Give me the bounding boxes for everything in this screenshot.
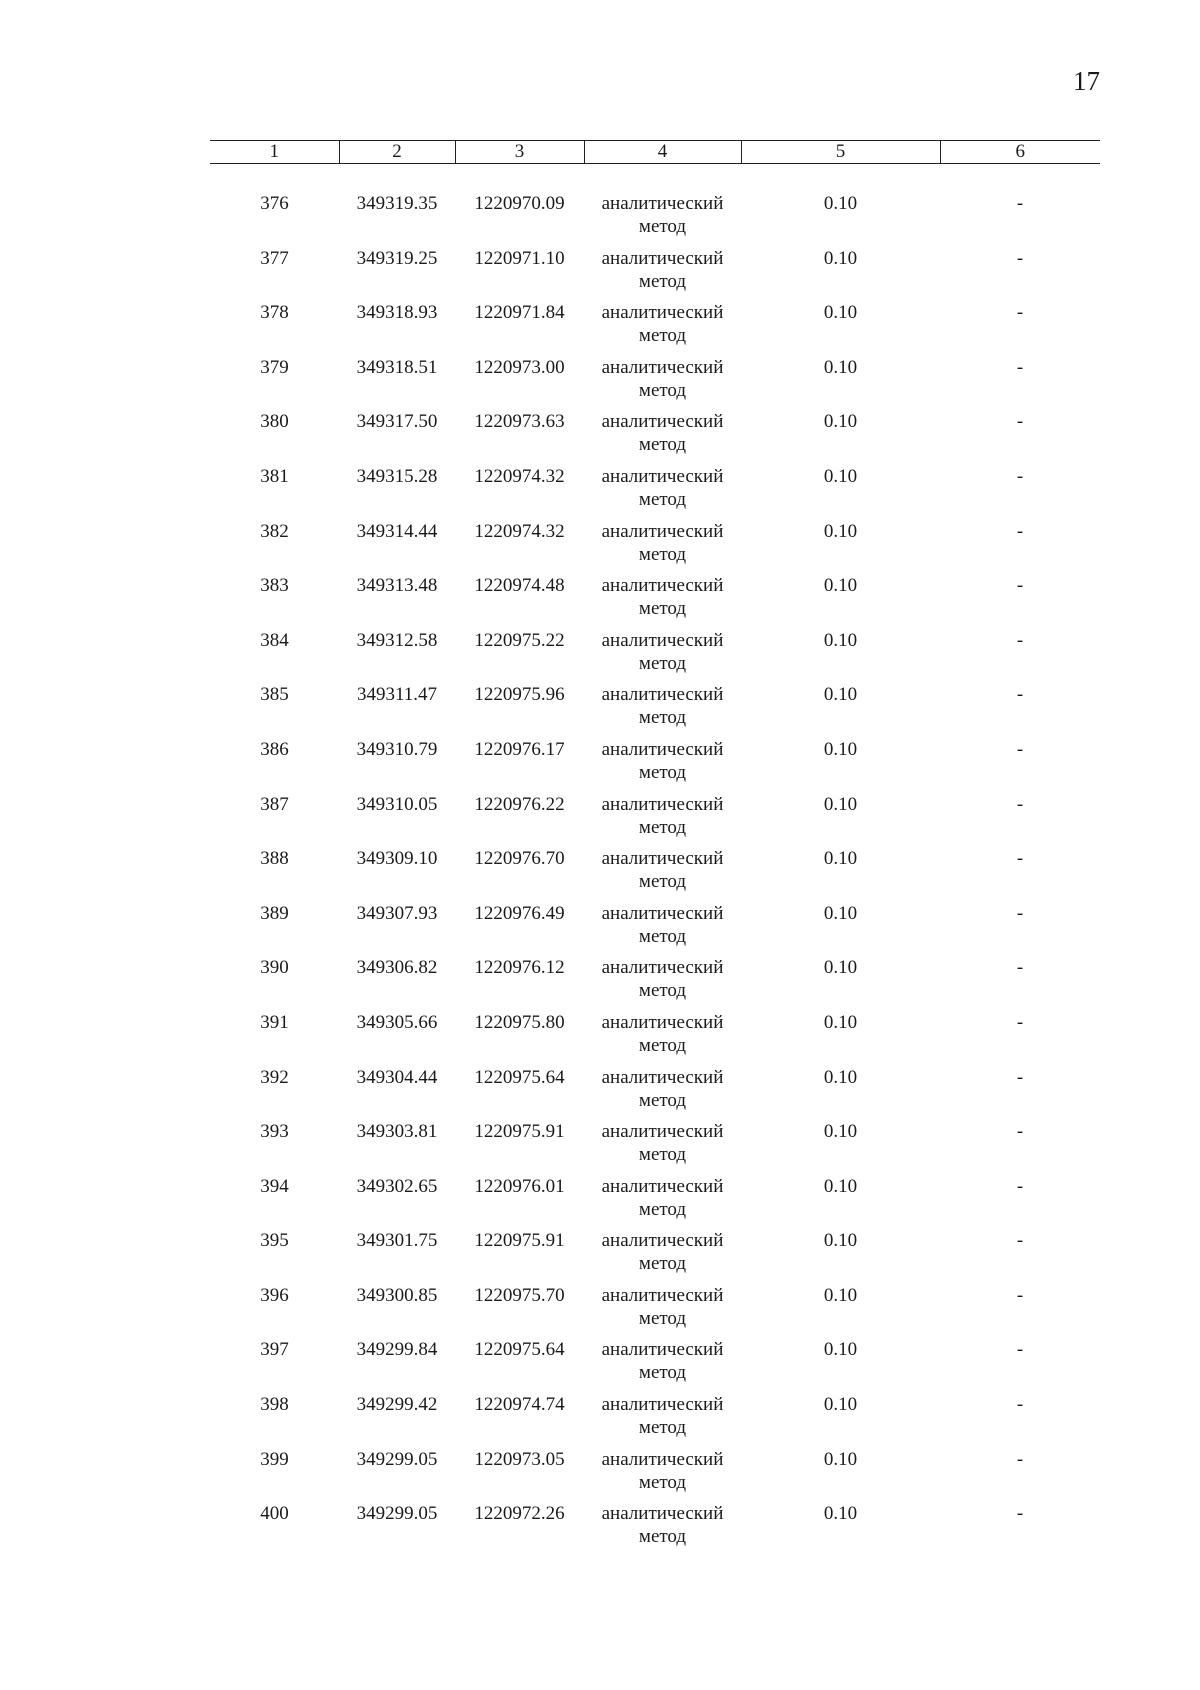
accuracy-cell: 0.10: [823, 356, 858, 378]
method-line-1: аналитический: [601, 1066, 724, 1088]
x-coordinate-cell: 349314.44: [356, 520, 438, 542]
point-number-cell: 392: [260, 1066, 289, 1088]
x-coordinate-cell: 349302.65: [356, 1175, 438, 1197]
method-line-1: аналитический: [601, 902, 724, 924]
table-row: [210, 356, 1100, 411]
point-number-cell: 386: [260, 738, 289, 760]
table-row: [210, 1284, 1100, 1339]
method-cell: [584, 1229, 741, 1284]
column-header-1: 1: [210, 141, 339, 164]
column-header-4: 4: [584, 141, 741, 164]
point-number-cell: 395: [260, 1230, 289, 1252]
point-number-cell: 388: [260, 848, 289, 870]
method-cell: [584, 1502, 741, 1557]
table-spacer: [210, 164, 1100, 193]
method-line-2: метод: [638, 1089, 687, 1111]
method-cell: [584, 1066, 741, 1121]
y-coordinate-cell: 1220974.32: [474, 465, 565, 487]
point-number-cell: 400: [260, 1503, 289, 1525]
y-coordinate-cell: 1220974.32: [474, 520, 565, 542]
y-coordinate-cell: 1220975.96: [474, 684, 565, 706]
method-cell: [584, 247, 741, 302]
accuracy-cell: 0.10: [823, 629, 858, 651]
table-row: [210, 1066, 1100, 1121]
table-row: [210, 738, 1100, 793]
y-coordinate-cell: 1220973.05: [474, 1448, 565, 1470]
x-coordinate-cell: 349311.47: [356, 684, 438, 706]
method-line-2: метод: [638, 1471, 687, 1493]
note-cell: -: [1016, 902, 1024, 924]
y-coordinate-cell: 1220975.70: [474, 1284, 565, 1306]
accuracy-cell: 0.10: [823, 1175, 858, 1197]
y-coordinate-cell: 1220975.91: [474, 1230, 565, 1252]
x-coordinate-cell: 349299.05: [356, 1503, 438, 1525]
x-coordinate-cell: 349299.84: [356, 1339, 438, 1361]
method-cell: [584, 1175, 741, 1230]
table-row: [210, 465, 1100, 520]
x-coordinate-cell: 349304.44: [356, 1066, 438, 1088]
x-coordinate-cell: 349309.10: [356, 848, 438, 870]
method-line-2: метод: [638, 543, 687, 565]
x-coordinate-cell: 349306.82: [356, 957, 438, 979]
method-line-2: метод: [638, 1526, 687, 1548]
accuracy-cell: 0.10: [823, 793, 858, 815]
note-cell: -: [1016, 1394, 1024, 1416]
method-line-1: аналитический: [601, 1175, 724, 1197]
note-cell: -: [1016, 1284, 1024, 1306]
note-cell: -: [1016, 1011, 1024, 1033]
point-number-cell: 380: [260, 411, 289, 433]
x-coordinate-cell: 349319.25: [356, 247, 438, 269]
note-cell: -: [1016, 193, 1024, 214]
accuracy-cell: 0.10: [823, 684, 858, 706]
accuracy-cell: 0.10: [823, 575, 858, 597]
accuracy-cell: 0.10: [823, 738, 858, 760]
x-coordinate-cell: 349310.05: [356, 793, 438, 815]
x-coordinate-cell: 349312.58: [356, 629, 438, 651]
table-row: [210, 410, 1100, 465]
method-line-2: метод: [638, 871, 687, 893]
note-cell: -: [1016, 848, 1024, 870]
accuracy-cell: 0.10: [823, 1503, 858, 1525]
method-line-2: метод: [638, 1307, 687, 1329]
y-coordinate-cell: 1220976.12: [474, 957, 565, 979]
method-cell: [584, 683, 741, 738]
table-row: [210, 301, 1100, 356]
note-cell: -: [1016, 1339, 1024, 1361]
y-coordinate-cell: 1220971.10: [474, 247, 565, 269]
note-cell: -: [1016, 465, 1024, 487]
method-line-2: метод: [638, 980, 687, 1002]
method-line-1: аналитический: [601, 1394, 724, 1416]
accuracy-cell: 0.10: [823, 1339, 858, 1361]
x-coordinate-cell: 349301.75: [356, 1230, 438, 1252]
y-coordinate-cell: 1220975.64: [474, 1339, 565, 1361]
note-cell: -: [1016, 684, 1024, 706]
x-coordinate-cell: 349307.93: [356, 902, 438, 924]
accuracy-cell: 0.10: [823, 247, 858, 269]
point-number-cell: 387: [260, 793, 289, 815]
point-number-cell: 382: [260, 520, 289, 542]
accuracy-cell: 0.10: [823, 1448, 858, 1470]
method-cell: [584, 1393, 741, 1448]
point-number-cell: 396: [260, 1284, 289, 1306]
method-line-2: метод: [638, 434, 687, 456]
method-line-1: аналитический: [601, 1011, 724, 1033]
note-cell: -: [1016, 1230, 1024, 1252]
point-number-cell: 390: [260, 957, 289, 979]
coordinates-table-container: [210, 140, 1100, 1557]
method-line-1: аналитический: [601, 793, 724, 815]
method-line-1: аналитический: [601, 247, 724, 269]
accuracy-cell: 0.10: [823, 848, 858, 870]
method-cell: [584, 520, 741, 575]
accuracy-cell: 0.10: [823, 1284, 858, 1306]
accuracy-cell: 0.10: [823, 193, 858, 214]
method-line-2: метод: [638, 816, 687, 838]
note-cell: -: [1016, 302, 1024, 324]
method-line-1: аналитический: [601, 684, 724, 706]
method-cell: [584, 301, 741, 356]
y-coordinate-cell: 1220976.01: [474, 1175, 565, 1197]
method-line-2: метод: [638, 761, 687, 783]
method-line-1: аналитический: [601, 575, 724, 597]
method-cell: [584, 410, 741, 465]
header-row: [210, 141, 1100, 164]
method-cell: [584, 629, 741, 684]
method-line-2: метод: [638, 598, 687, 620]
method-cell: [584, 465, 741, 520]
method-line-2: метод: [638, 379, 687, 401]
method-line-2: метод: [638, 216, 687, 237]
method-line-1: аналитический: [601, 356, 724, 378]
table-body: [210, 164, 1100, 1557]
method-line-2: метод: [638, 707, 687, 729]
method-cell: [584, 793, 741, 848]
point-number-cell: 379: [260, 356, 289, 378]
table-row: [210, 520, 1100, 575]
note-cell: -: [1016, 738, 1024, 760]
method-line-1: аналитический: [601, 411, 724, 433]
accuracy-cell: 0.10: [823, 411, 858, 433]
y-coordinate-cell: 1220975.22: [474, 629, 565, 651]
method-line-1: аналитический: [601, 1284, 724, 1306]
note-cell: -: [1016, 793, 1024, 815]
point-number-cell: 389: [260, 902, 289, 924]
method-line-1: аналитический: [601, 465, 724, 487]
note-cell: -: [1016, 1448, 1024, 1470]
x-coordinate-cell: 349299.42: [356, 1394, 438, 1416]
note-cell: -: [1016, 411, 1024, 433]
note-cell: -: [1016, 957, 1024, 979]
table-row: [210, 1448, 1100, 1503]
accuracy-cell: 0.10: [823, 1066, 858, 1088]
y-coordinate-cell: 1220975.91: [474, 1121, 565, 1143]
method-line-2: метод: [638, 1144, 687, 1166]
table-row: [210, 902, 1100, 957]
method-cell: [584, 902, 741, 957]
accuracy-cell: 0.10: [823, 465, 858, 487]
note-cell: -: [1016, 1121, 1024, 1143]
y-coordinate-cell: 1220973.63: [474, 411, 565, 433]
table-row: [210, 574, 1100, 629]
point-number-cell: 377: [260, 247, 289, 269]
note-cell: -: [1016, 520, 1024, 542]
y-coordinate-cell: 1220976.17: [474, 738, 565, 760]
method-line-2: метод: [638, 1034, 687, 1056]
method-line-1: аналитический: [601, 848, 724, 870]
method-cell: [584, 192, 741, 247]
point-number-cell: 383: [260, 575, 289, 597]
table-row: [210, 1393, 1100, 1448]
table-row: [210, 1502, 1100, 1557]
method-line-2: метод: [638, 1417, 687, 1439]
x-coordinate-cell: 349313.48: [356, 575, 438, 597]
coordinates-table: [210, 140, 1100, 1557]
accuracy-cell: 0.10: [823, 957, 858, 979]
method-line-2: метод: [638, 1253, 687, 1275]
table-row: [210, 629, 1100, 684]
x-coordinate-cell: 349305.66: [356, 1011, 438, 1033]
method-line-1: аналитический: [601, 1121, 724, 1143]
point-number-cell: 397: [260, 1339, 289, 1361]
method-line-1: аналитический: [601, 520, 724, 542]
point-number-cell: 398: [260, 1394, 289, 1416]
table-row: [210, 1120, 1100, 1175]
x-coordinate-cell: 349299.05: [356, 1448, 438, 1470]
method-cell: [584, 1448, 741, 1503]
method-cell: [584, 574, 741, 629]
method-line-1: аналитический: [601, 629, 724, 651]
accuracy-cell: 0.10: [823, 1121, 858, 1143]
x-coordinate-cell: 349300.85: [356, 1284, 438, 1306]
method-line-1: аналитический: [601, 302, 724, 324]
point-number-cell: 385: [260, 684, 289, 706]
point-number-cell: 399: [260, 1448, 289, 1470]
table-row: [210, 1338, 1100, 1393]
y-coordinate-cell: 1220974.74: [474, 1394, 565, 1416]
point-number-cell: 391: [260, 1011, 289, 1033]
point-number-cell: 393: [260, 1121, 289, 1143]
method-cell: [584, 1011, 741, 1066]
method-line-1: аналитический: [601, 957, 724, 979]
method-line-1: аналитический: [601, 738, 724, 760]
method-line-2: метод: [638, 325, 687, 347]
y-coordinate-cell: 1220976.22: [474, 793, 565, 815]
table-row: [210, 683, 1100, 738]
method-line-1: аналитический: [601, 1230, 724, 1252]
note-cell: -: [1016, 356, 1024, 378]
table-row: [210, 192, 1100, 247]
x-coordinate-cell: 349317.50: [356, 411, 438, 433]
method-cell: [584, 1338, 741, 1393]
point-number-cell: 384: [260, 629, 289, 651]
note-cell: -: [1016, 1175, 1024, 1197]
column-header-5: 5: [741, 141, 940, 164]
x-coordinate-cell: 349318.51: [356, 356, 438, 378]
table-row: [210, 847, 1100, 902]
accuracy-cell: 0.10: [823, 1230, 858, 1252]
column-header-6: 6: [940, 141, 1100, 164]
table-row: [210, 956, 1100, 1011]
method-cell: [584, 847, 741, 902]
table-row: [210, 1229, 1100, 1284]
x-coordinate-cell: 349315.28: [356, 465, 438, 487]
method-line-2: метод: [638, 270, 687, 292]
y-coordinate-cell: 1220976.49: [474, 902, 565, 924]
x-coordinate-cell: 349319.35: [356, 193, 438, 214]
accuracy-cell: 0.10: [823, 520, 858, 542]
method-line-2: метод: [638, 1362, 687, 1384]
column-header-2: 2: [339, 141, 455, 164]
y-coordinate-cell: 1220973.00: [474, 356, 565, 378]
y-coordinate-cell: 1220974.48: [474, 575, 565, 597]
method-line-2: метод: [638, 925, 687, 947]
method-cell: [584, 738, 741, 793]
method-cell: [584, 1120, 741, 1175]
y-coordinate-cell: 1220975.64: [474, 1066, 565, 1088]
table-header: [210, 141, 1100, 164]
point-number-cell: 381: [260, 465, 289, 487]
point-number-cell: 378: [260, 302, 289, 324]
note-cell: -: [1016, 629, 1024, 651]
x-coordinate-cell: 349310.79: [356, 738, 438, 760]
accuracy-cell: 0.10: [823, 302, 858, 324]
method-cell: [584, 1284, 741, 1339]
method-line-2: метод: [638, 488, 687, 510]
accuracy-cell: 0.10: [823, 1011, 858, 1033]
table-row: [210, 1011, 1100, 1066]
point-number-cell: 376: [260, 193, 289, 214]
note-cell: -: [1016, 1066, 1024, 1088]
method-cell: [584, 956, 741, 1011]
y-coordinate-cell: 1220972.26: [474, 1503, 565, 1525]
note-cell: -: [1016, 575, 1024, 597]
y-coordinate-cell: 1220971.84: [474, 302, 565, 324]
table-row: [210, 247, 1100, 302]
method-line-1: аналитический: [601, 1339, 724, 1361]
method-line-1: аналитический: [601, 1448, 724, 1470]
accuracy-cell: 0.10: [823, 1394, 858, 1416]
y-coordinate-cell: 1220975.80: [474, 1011, 565, 1033]
note-cell: -: [1016, 247, 1024, 269]
table-row: [210, 793, 1100, 848]
point-number-cell: 394: [260, 1175, 289, 1197]
method-line-2: метод: [638, 652, 687, 674]
table-row: [210, 1175, 1100, 1230]
accuracy-cell: 0.10: [823, 902, 858, 924]
x-coordinate-cell: 349318.93: [356, 302, 438, 324]
method-cell: [584, 356, 741, 411]
method-line-1: аналитический: [601, 1503, 724, 1525]
method-line-2: метод: [638, 1198, 687, 1220]
column-header-3: 3: [455, 141, 584, 164]
x-coordinate-cell: 349303.81: [356, 1121, 438, 1143]
y-coordinate-cell: 1220970.09: [474, 193, 565, 214]
note-cell: -: [1016, 1503, 1024, 1525]
method-line-1: аналитический: [601, 193, 724, 214]
y-coordinate-cell: 1220976.70: [474, 848, 565, 870]
page-number: 17: [1073, 66, 1100, 96]
